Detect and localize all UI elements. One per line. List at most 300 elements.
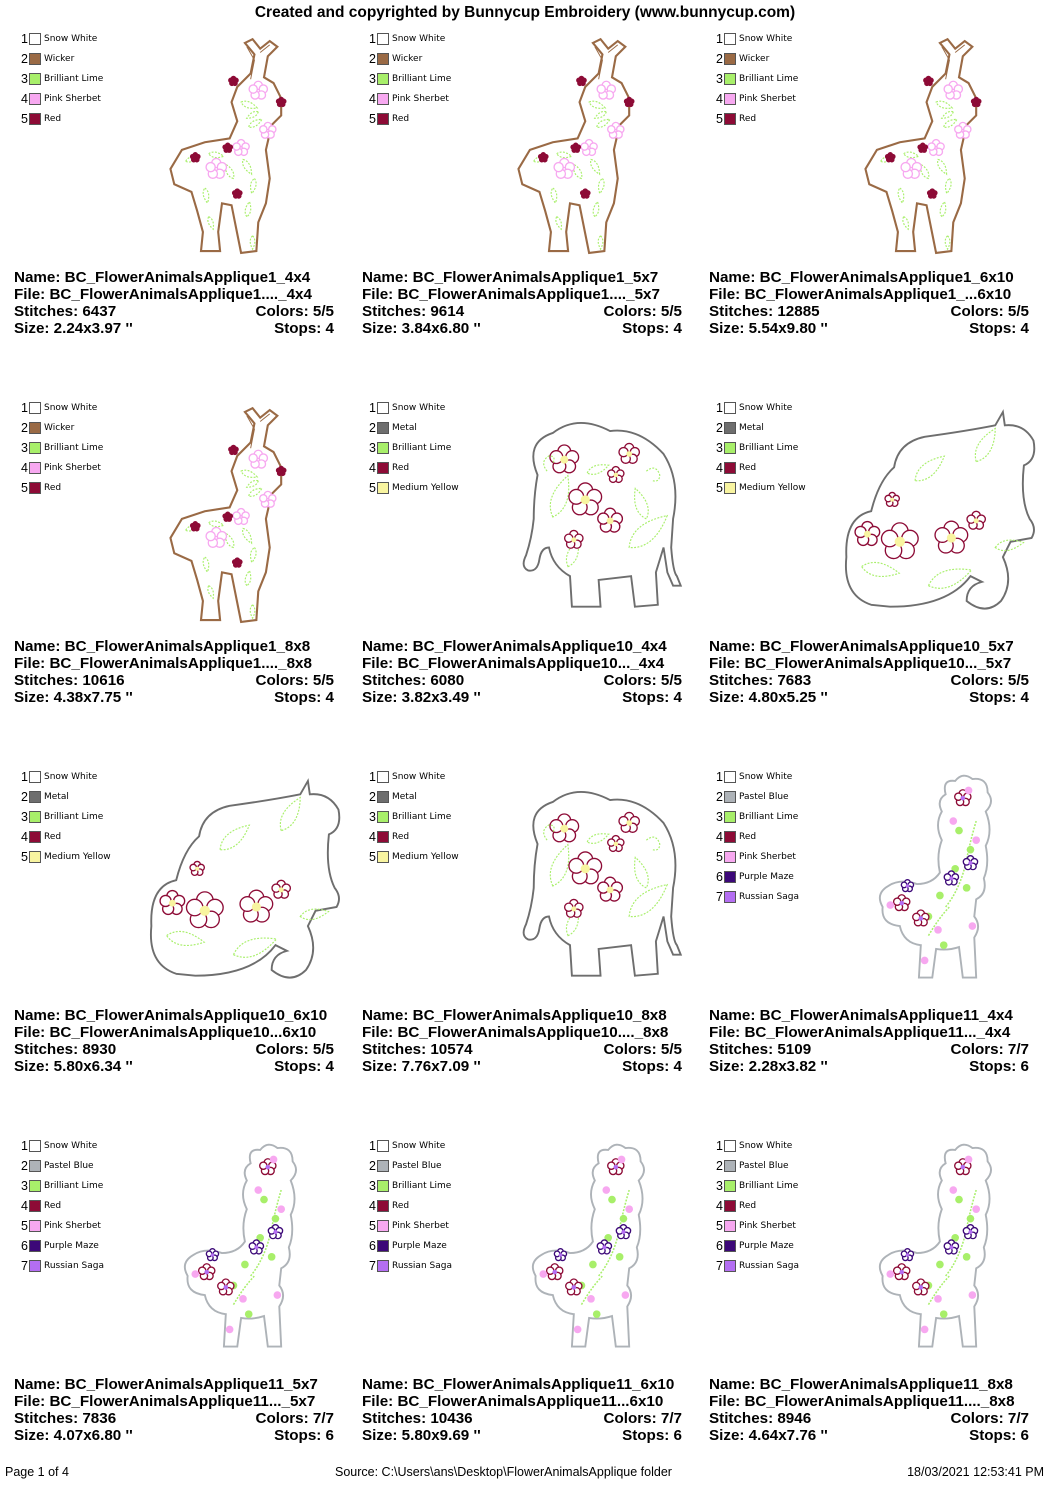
thread-color-swatch [29, 811, 41, 823]
color-count: Colors: 5/5 [950, 303, 1029, 320]
thread-number: 2 [21, 52, 28, 66]
design-info [14, 638, 334, 706]
design-size: Size: 4.07x6.80 '' [14, 1427, 133, 1444]
info-line [709, 672, 1029, 689]
thread-number: 4 [716, 92, 723, 106]
stop-count: Stops: 4 [274, 689, 334, 706]
design-name: Name: BC_FlowerAnimalsApplique11_6x10 [362, 1376, 675, 1393]
info-line [14, 286, 334, 303]
info-line [709, 655, 1029, 672]
thread-name: Snow White [44, 772, 98, 782]
thread-name: Red [739, 114, 757, 124]
stitch-count: Stitches: 10574 [362, 1041, 473, 1058]
design-info [709, 1007, 1029, 1075]
design-card [709, 28, 1050, 397]
thread-number: 1 [369, 770, 376, 784]
thread-number: 6 [369, 1239, 376, 1253]
thread-color-swatch [29, 1240, 41, 1252]
info-line [709, 269, 1029, 286]
thread-swatch-row [713, 109, 798, 129]
thread-swatch-row [713, 29, 798, 49]
thread-swatch-row [713, 807, 799, 827]
info-line [709, 1393, 1029, 1410]
thread-name: Pink Sherbet [44, 463, 101, 473]
thread-name: Medium Yellow [44, 852, 111, 862]
thread-color-swatch [29, 851, 41, 863]
color-count: Colors: 5/5 [603, 303, 682, 320]
thread-number: 7 [21, 1259, 28, 1273]
thread-name: Snow White [739, 403, 793, 413]
thread-color-swatch [377, 53, 389, 65]
design-size: Size: 2.28x3.82 '' [709, 1058, 828, 1075]
thread-name: Pink Sherbet [392, 1221, 449, 1231]
thread-name: Metal [739, 423, 764, 433]
thread-color-swatch [724, 33, 736, 45]
thread-name: Snow White [392, 1141, 446, 1151]
thread-number: 6 [716, 1239, 723, 1253]
thread-number: 3 [21, 810, 28, 824]
thread-swatch-row [713, 49, 798, 69]
thread-name: Purple Maze [44, 1241, 99, 1251]
thread-color-swatch [377, 791, 389, 803]
thread-number: 2 [716, 790, 723, 804]
thread-name: Brilliant Lime [44, 812, 104, 822]
thread-swatch-row [366, 418, 459, 438]
thread-swatch-row [18, 418, 103, 438]
thread-number: 2 [369, 52, 376, 66]
thread-number: 2 [716, 1159, 723, 1173]
thread-name: Metal [392, 423, 417, 433]
info-line [709, 320, 1029, 337]
thread-name: Red [44, 832, 62, 842]
thread-swatch-row [18, 109, 103, 129]
thread-color-swatch [29, 33, 41, 45]
thread-swatch-row [713, 478, 806, 498]
thread-number: 5 [716, 850, 723, 864]
info-line [709, 303, 1029, 320]
info-line [14, 303, 334, 320]
thread-color-swatch [377, 771, 389, 783]
thread-name: Metal [44, 792, 69, 802]
thread-swatch-row [366, 1176, 452, 1196]
thread-palette [366, 398, 459, 498]
thread-number: 5 [21, 850, 28, 864]
thread-swatch-row [18, 1136, 104, 1156]
thread-name: Brilliant Lime [44, 443, 104, 453]
design-row [14, 397, 1050, 766]
stop-count: Stops: 6 [969, 1058, 1029, 1075]
thread-number: 3 [369, 72, 376, 86]
thread-number: 2 [369, 1159, 376, 1173]
thread-number: 3 [716, 810, 723, 824]
thread-name: Snow White [739, 1141, 793, 1151]
page-title: Created and copyrighted by Bunnycup Embroidery (www.bunnycup.com) [254, 4, 796, 21]
thread-name: Red [44, 114, 62, 124]
thread-number: 2 [716, 52, 723, 66]
info-line [362, 1393, 682, 1410]
thread-name: Pink Sherbet [44, 94, 101, 104]
thread-swatch-row [18, 1176, 104, 1196]
thread-palette [18, 1136, 104, 1276]
thread-swatch-row [713, 787, 799, 807]
thread-swatch-row [366, 458, 459, 478]
thread-name: Brilliant Lime [392, 443, 452, 453]
info-line [709, 1024, 1029, 1041]
info-line [362, 689, 682, 706]
design-file: File: BC_FlowerAnimalsApplique11...6x10 [362, 1393, 664, 1410]
info-line [362, 320, 682, 337]
deer-applique-preview [486, 30, 696, 264]
thread-number: 3 [369, 441, 376, 455]
elephant-side-applique-preview [833, 399, 1043, 633]
info-line [14, 1427, 334, 1444]
info-line [362, 655, 682, 672]
thread-color-swatch [377, 1260, 389, 1272]
stitch-count: Stitches: 7836 [14, 1410, 117, 1427]
thread-color-swatch [377, 442, 389, 454]
info-line [709, 1410, 1029, 1427]
thread-color-swatch [724, 53, 736, 65]
thread-swatch-row [713, 1216, 799, 1236]
thread-swatch-row [18, 807, 111, 827]
design-card [709, 397, 1050, 766]
info-line [14, 1007, 334, 1024]
thread-swatch-row [366, 1216, 452, 1236]
thread-name: Snow White [392, 34, 446, 44]
thread-swatch-row [713, 69, 798, 89]
color-count: Colors: 5/5 [255, 303, 334, 320]
info-line [709, 1007, 1029, 1024]
info-line [14, 655, 334, 672]
design-size: Size: 5.80x6.34 '' [14, 1058, 133, 1075]
thread-color-swatch [724, 1200, 736, 1212]
thread-name: Brilliant Lime [44, 1181, 104, 1191]
thread-name: Wicker [44, 54, 75, 64]
thread-name: Snow White [44, 1141, 98, 1151]
design-grid [14, 28, 1050, 1485]
thread-name: Snow White [739, 772, 793, 782]
thread-swatch-row [366, 398, 459, 418]
thread-number: 1 [716, 32, 723, 46]
thread-color-swatch [724, 93, 736, 105]
info-line [14, 1376, 334, 1393]
thread-number: 1 [716, 401, 723, 415]
thread-name: Pink Sherbet [739, 852, 796, 862]
llama-applique-preview [833, 1137, 1043, 1371]
thread-swatch-row [713, 887, 799, 907]
thread-swatch-row [366, 478, 459, 498]
thread-swatch-row [18, 787, 111, 807]
thread-name: Pastel Blue [392, 1161, 442, 1171]
color-count: Colors: 5/5 [255, 672, 334, 689]
thread-name: Medium Yellow [392, 483, 459, 493]
source-path: Source: C:\Users\ans\Desktop\FlowerAnimalsApplique folder [335, 1465, 672, 1479]
info-line [362, 1041, 682, 1058]
thread-number: 1 [21, 1139, 28, 1153]
thread-name: Pink Sherbet [739, 94, 796, 104]
stitch-count: Stitches: 9614 [362, 303, 465, 320]
design-name: Name: BC_FlowerAnimalsApplique1_5x7 [362, 269, 659, 286]
thread-swatch-row [713, 438, 806, 458]
design-card [709, 1135, 1050, 1485]
info-line [362, 286, 682, 303]
thread-swatch-row [18, 458, 103, 478]
design-name: Name: BC_FlowerAnimalsApplique11_4x4 [709, 1007, 1013, 1024]
thread-swatch-row [366, 1136, 452, 1156]
thread-number: 6 [21, 1239, 28, 1253]
thread-color-swatch [724, 422, 736, 434]
thread-name: Pastel Blue [739, 792, 789, 802]
thread-number: 3 [21, 441, 28, 455]
thread-swatch-row [366, 69, 451, 89]
thread-swatch-row [366, 1236, 452, 1256]
info-line [14, 269, 334, 286]
thread-name: Purple Maze [739, 872, 794, 882]
thread-number: 4 [369, 830, 376, 844]
thread-color-swatch [377, 851, 389, 863]
thread-number: 4 [21, 1199, 28, 1213]
thread-color-swatch [724, 402, 736, 414]
design-size: Size: 4.64x7.76 '' [709, 1427, 828, 1444]
thread-swatch-row [18, 1196, 104, 1216]
design-row [14, 766, 1050, 1135]
thread-color-swatch [724, 831, 736, 843]
thread-name: Russian Saga [44, 1261, 104, 1271]
thread-swatch-row [18, 1216, 104, 1236]
print-timestamp: 18/03/2021 12:53:41 PM [907, 1465, 1044, 1479]
design-size: Size: 7.76x7.09 '' [362, 1058, 481, 1075]
thread-swatch-row [713, 847, 799, 867]
info-line [14, 689, 334, 706]
thread-number: 4 [369, 92, 376, 106]
thread-color-swatch [29, 1220, 41, 1232]
color-count: Colors: 7/7 [603, 1410, 682, 1427]
thread-name: Pink Sherbet [739, 1221, 796, 1231]
thread-swatch-row [18, 1156, 104, 1176]
thread-swatch-row [366, 847, 459, 867]
thread-name: Red [392, 463, 410, 473]
thread-palette [366, 29, 451, 129]
info-line [362, 1427, 682, 1444]
design-info [362, 1007, 682, 1075]
thread-swatch-row [713, 398, 806, 418]
thread-color-swatch [29, 771, 41, 783]
thread-number: 4 [716, 461, 723, 475]
info-line [14, 320, 334, 337]
stop-count: Stops: 4 [969, 689, 1029, 706]
stop-count: Stops: 4 [622, 320, 682, 337]
thread-color-swatch [29, 73, 41, 85]
thread-name: Red [739, 463, 757, 473]
thread-swatch-row [366, 109, 451, 129]
thread-color-swatch [29, 53, 41, 65]
stitch-count: Stitches: 8930 [14, 1041, 117, 1058]
thread-number: 4 [716, 830, 723, 844]
thread-color-swatch [377, 482, 389, 494]
thread-palette [713, 398, 806, 498]
design-file: File: BC_FlowerAnimalsApplique10...6x10 [14, 1024, 317, 1041]
stitch-count: Stitches: 10616 [14, 672, 125, 689]
design-name: Name: BC_FlowerAnimalsApplique11_8x8 [709, 1376, 1013, 1393]
thread-color-swatch [377, 33, 389, 45]
thread-number: 1 [21, 401, 28, 415]
thread-color-swatch [377, 93, 389, 105]
thread-name: Brilliant Lime [44, 74, 104, 84]
info-line [362, 672, 682, 689]
thread-number: 5 [716, 1219, 723, 1233]
thread-number: 3 [369, 1179, 376, 1193]
thread-name: Brilliant Lime [392, 1181, 452, 1191]
thread-name: Red [739, 832, 757, 842]
thread-number: 4 [21, 830, 28, 844]
thread-palette [366, 1136, 452, 1276]
elephant-side-applique-preview [138, 768, 348, 1002]
thread-number: 5 [369, 112, 376, 126]
design-info [362, 269, 682, 337]
color-count: Colors: 5/5 [255, 1041, 334, 1058]
info-line [709, 1058, 1029, 1075]
design-info [362, 638, 682, 706]
thread-color-swatch [377, 402, 389, 414]
thread-swatch-row [18, 1236, 104, 1256]
deer-applique-preview [138, 399, 348, 633]
design-size: Size: 5.54x9.80 '' [709, 320, 828, 337]
thread-name: Pink Sherbet [392, 94, 449, 104]
thread-swatch-row [713, 418, 806, 438]
thread-number: 7 [716, 1259, 723, 1273]
thread-name: Wicker [392, 54, 423, 64]
thread-color-swatch [724, 851, 736, 863]
info-line [362, 638, 682, 655]
thread-swatch-row [18, 1256, 104, 1276]
thread-number: 6 [716, 870, 723, 884]
thread-color-swatch [724, 482, 736, 494]
design-size: Size: 5.80x9.69 '' [362, 1427, 481, 1444]
thread-name: Snow White [44, 34, 98, 44]
thread-name: Red [44, 1201, 62, 1211]
stop-count: Stops: 6 [969, 1427, 1029, 1444]
thread-name: Brilliant Lime [739, 1181, 799, 1191]
thread-number: 3 [369, 810, 376, 824]
thread-number: 3 [21, 1179, 28, 1193]
thread-swatch-row [366, 29, 451, 49]
thread-color-swatch [377, 113, 389, 125]
thread-color-swatch [724, 1180, 736, 1192]
thread-number: 2 [21, 421, 28, 435]
info-line [709, 638, 1029, 655]
thread-palette [713, 1136, 799, 1276]
page-footer [0, 1465, 1050, 1483]
thread-color-swatch [377, 1240, 389, 1252]
thread-swatch-row [366, 1256, 452, 1276]
thread-color-swatch [724, 791, 736, 803]
info-line [14, 1041, 334, 1058]
thread-number: 2 [369, 790, 376, 804]
design-file: File: BC_FlowerAnimalsApplique11..._5x7 [14, 1393, 316, 1410]
thread-number: 2 [369, 421, 376, 435]
color-count: Colors: 5/5 [603, 672, 682, 689]
thread-name: Medium Yellow [739, 483, 806, 493]
thread-number: 2 [21, 1159, 28, 1173]
thread-color-swatch [724, 1260, 736, 1272]
thread-number: 2 [21, 790, 28, 804]
design-row [14, 28, 1050, 397]
thread-color-swatch [29, 482, 41, 494]
info-line [362, 1410, 682, 1427]
thread-name: Russian Saga [392, 1261, 452, 1271]
design-size: Size: 2.24x3.97 '' [14, 320, 133, 337]
thread-swatch-row [713, 827, 799, 847]
deer-applique-preview [138, 30, 348, 264]
thread-swatch-row [18, 29, 103, 49]
thread-number: 1 [716, 1139, 723, 1153]
info-line [14, 1393, 334, 1410]
thread-number: 3 [716, 72, 723, 86]
stop-count: Stops: 4 [274, 1058, 334, 1075]
thread-name: Red [44, 483, 62, 493]
llama-applique-preview [486, 1137, 696, 1371]
design-name: Name: BC_FlowerAnimalsApplique1_4x4 [14, 269, 311, 286]
thread-color-swatch [377, 1180, 389, 1192]
thread-swatch-row [366, 438, 459, 458]
thread-number: 3 [21, 72, 28, 86]
thread-number: 5 [716, 112, 723, 126]
thread-name: Snow White [392, 403, 446, 413]
thread-name: Red [392, 1201, 410, 1211]
info-line [362, 303, 682, 320]
info-line [709, 286, 1029, 303]
thread-color-swatch [377, 811, 389, 823]
thread-name: Red [739, 1201, 757, 1211]
thread-name: Snow White [739, 34, 793, 44]
thread-palette [18, 29, 103, 129]
thread-swatch-row [366, 767, 459, 787]
page-number: Page 1 of 4 [5, 1465, 69, 1479]
elephant-applique-preview [486, 399, 696, 633]
thread-swatch-row [366, 49, 451, 69]
design-size: Size: 4.80x5.25 '' [709, 689, 828, 706]
thread-color-swatch [377, 1200, 389, 1212]
thread-swatch-row [366, 827, 459, 847]
thread-swatch-row [713, 1236, 799, 1256]
thread-color-swatch [377, 462, 389, 474]
thread-color-swatch [29, 1200, 41, 1212]
thread-palette [713, 29, 798, 129]
thread-number: 5 [21, 481, 28, 495]
color-count: Colors: 7/7 [255, 1410, 334, 1427]
thread-color-swatch [377, 73, 389, 85]
thread-name: Brilliant Lime [739, 443, 799, 453]
thread-color-swatch [29, 1180, 41, 1192]
deer-applique-preview [833, 30, 1043, 264]
thread-swatch-row [18, 69, 103, 89]
thread-color-swatch [724, 1240, 736, 1252]
thread-color-swatch [724, 871, 736, 883]
thread-swatch-row [366, 807, 459, 827]
thread-number: 4 [21, 461, 28, 475]
color-count: Colors: 7/7 [950, 1410, 1029, 1427]
thread-color-swatch [29, 1160, 41, 1172]
info-line [709, 1376, 1029, 1393]
thread-swatch-row [713, 1196, 799, 1216]
thread-color-swatch [724, 113, 736, 125]
thread-number: 1 [369, 1139, 376, 1153]
design-info [14, 269, 334, 337]
thread-swatch-row [18, 478, 103, 498]
info-line [362, 1058, 682, 1075]
color-count: Colors: 7/7 [950, 1041, 1029, 1058]
color-count: Colors: 5/5 [950, 672, 1029, 689]
